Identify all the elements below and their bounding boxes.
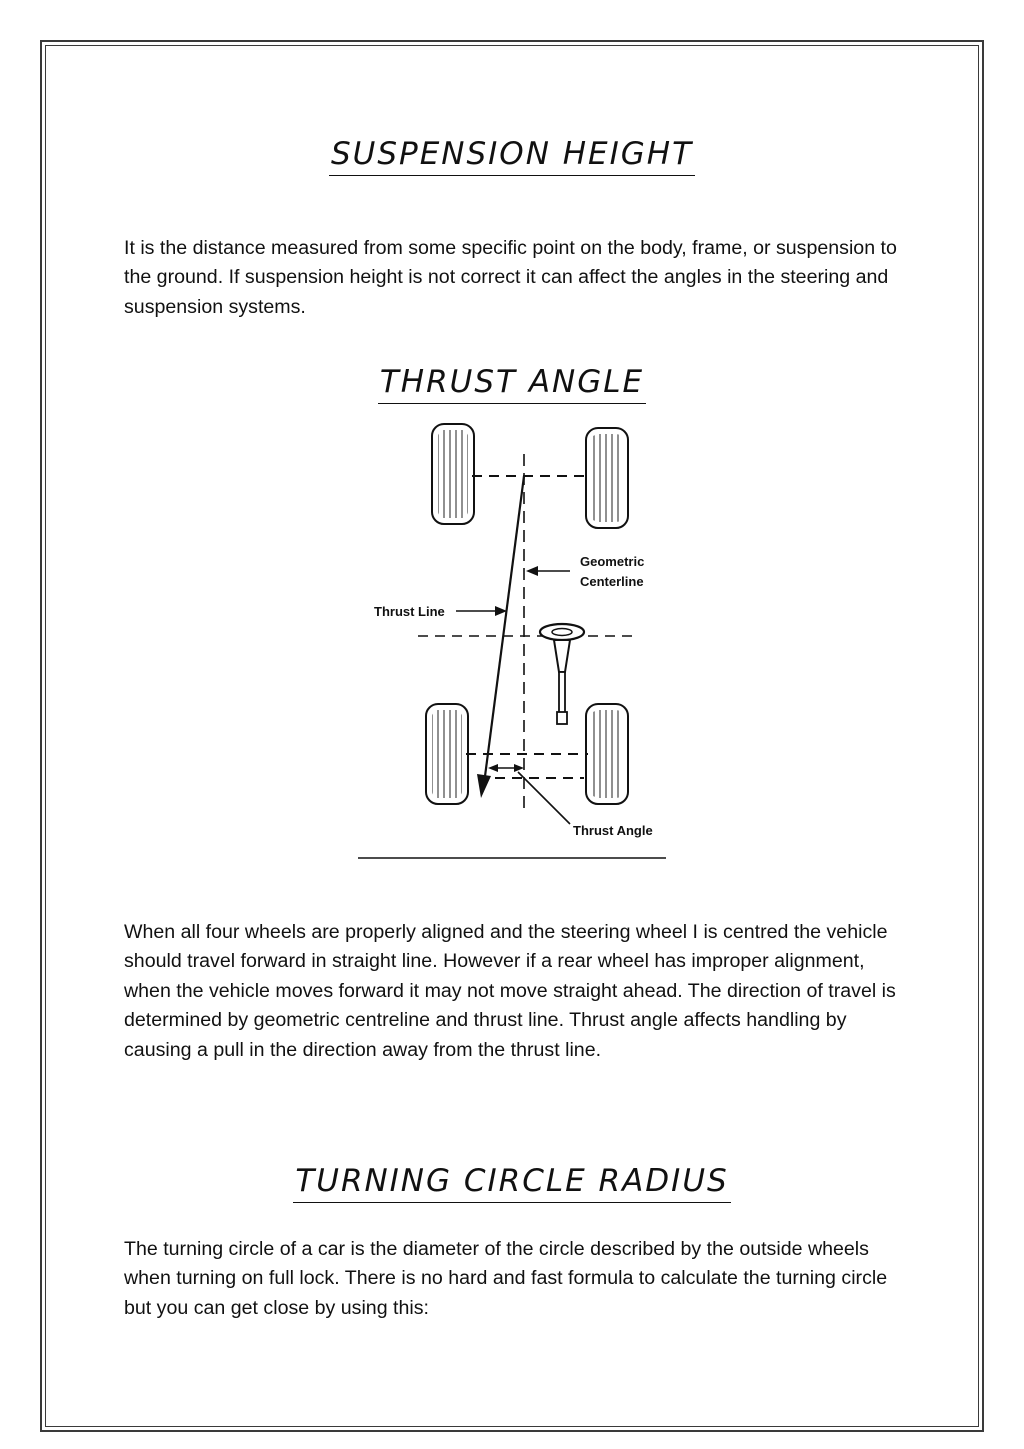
thrust-line-arrowhead bbox=[477, 774, 491, 798]
rear-left-tire-icon bbox=[426, 704, 468, 804]
thrust-line bbox=[484, 476, 524, 784]
label-centerline: Centerline bbox=[580, 574, 644, 589]
front-left-tire-icon bbox=[432, 424, 474, 524]
geometric-callout-arrowhead bbox=[526, 566, 538, 576]
paragraph-thrust-angle: When all four wheels are properly aligned and the steering wheel I is centred the vehicle should travel forward in straight line. However if a rear wheel has improper alignment, when the vehicle moves forward it may not move straight ahead. The direction of travel is determined by geometric centreline and thrust line. Thrust angle affects handling by causing a pull in the direction away from the thrust line. bbox=[124, 921, 896, 1061]
steering-wheel-icon bbox=[540, 624, 584, 724]
heading-suspension-height-text: SUSPENSION HEIGHT bbox=[329, 136, 695, 176]
heading-thrust-angle bbox=[0, 364, 1024, 404]
label-geometric: Geometric bbox=[580, 554, 645, 569]
label-thrust-angle: Thrust Angle bbox=[573, 823, 653, 838]
heading-suspension-height bbox=[0, 136, 1024, 176]
thrust-angle-arrow-right bbox=[514, 764, 524, 772]
thrust-angle-diagram bbox=[358, 414, 666, 860]
paragraph-suspension-height: It is the distance measured from some specific point on the body, frame, or suspension to the ground. If suspension height is not correct it can affect the angles in the steering and suspension systems. bbox=[124, 237, 897, 318]
heading-turning-circle-radius-text: TURNING CIRCLE RADIUS bbox=[293, 1163, 730, 1203]
front-right-tire-icon bbox=[586, 428, 628, 528]
paragraph-turning-circle: The turning circle of a car is the diameter of the circle described by the outside wheels when turning on full lock. There is no hard and fast formula to calculate the turning circle but you can get close by using this: bbox=[124, 1238, 888, 1319]
rear-right-tire-icon bbox=[586, 704, 628, 804]
heading-turning-circle-radius bbox=[0, 1163, 1024, 1203]
thrust-angle-arrow-left bbox=[488, 764, 498, 772]
heading-thrust-angle-text: THRUST ANGLE bbox=[378, 364, 646, 404]
thrust-angle-callout-line bbox=[518, 772, 570, 824]
label-thrust-line: Thrust Line bbox=[374, 604, 445, 619]
